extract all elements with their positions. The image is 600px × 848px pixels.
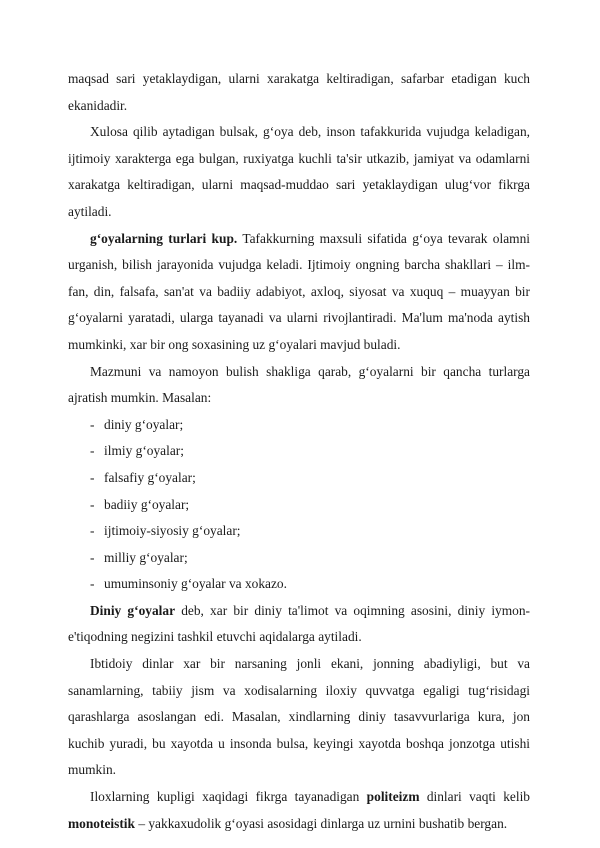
bold-heading-idea-types: g‘oyalarning turlari kup. <box>90 230 238 246</box>
text-segment: Iloxlarning kupligi xaqidagi fikrga tayanadigan <box>90 789 367 805</box>
list-item: - umuminsoniy g‘oyalar va xokazo. <box>90 576 287 592</box>
paragraph-conclusion: Xulosa qilib aytadigan bulsak, g‘oya deb, inson tafakkurida vujudga keladigan, ijtimoiy xarakterga ega bulgan, ruxiyatga kuchli ta'sir utkazib, jamiyat va odamlarni xarakatga keltiradigan, ularni maqsad-muddao sari yetaklaydigan ulug‘vor fikrga aytiladi. <box>68 124 530 219</box>
list-item: - ijtimoiy-siyosiy g‘oyalar; <box>90 523 241 539</box>
list-item-text: milliy g‘oyalar; <box>104 549 188 565</box>
bold-term-polytheism: politeizm <box>366 789 420 805</box>
list-item: - ilmiy g‘oyalar; <box>90 443 184 459</box>
paragraph-idea-types <box>68 226 530 359</box>
list-item-text: umuminsoniy g‘oyalar va xokazo. <box>104 576 287 592</box>
bold-term-religious-ideas: Diniy g‘oyalar <box>90 602 176 618</box>
document-page <box>68 66 530 837</box>
paragraph-continuation: maqsad sari yetaklaydigan, ularni xarakatga keltiradigan, safarbar etadigan kuch ekanidadir. <box>68 71 530 113</box>
list-item-text: badiiy g‘oyalar; <box>104 496 190 512</box>
paragraph-religious-ideas <box>68 598 530 651</box>
idea-types-list <box>68 412 530 598</box>
paragraph-primitive-religions: Ibtidoiy dinlar xar bir narsaning jonli ekani, jonning abadiyligi, but va sanamlarning, tabiiy jism va xodisalarning iloxiy quvvatga egaligi tug‘risidagi qarashlarga asoslangan edi. Masalan, xindlarning diniy tasavvurlariga kura, jon kuchib yuradi, bu xayotda u insonda bulsa, keyingi xayotda boshqa jonzotga utishi mumkin. <box>68 656 530 778</box>
text-segment: dinlari vaqti kelib <box>419 789 531 805</box>
list-item-text: ilmiy g‘oyalar; <box>104 443 184 459</box>
paragraph-classification: Mazmuni va namoyon bulish shakliga qarab, g‘oyalarni bir qancha turlarga ajratish mumkin. Masalan: <box>68 363 530 406</box>
paragraph-polytheism <box>68 784 530 837</box>
list-item-text: falsafiy g‘oyalar; <box>104 469 196 485</box>
paragraph-idea-types-text: Tafakkurning maxsuli sifatida g‘oya tevarak olamni urganish, bilish jarayonida vujudga keladi. Ijtimoiy ongning barcha shakllari – ilm-fan, din, falsafa, san'at va badiiy adabiyot, axloq, siyosat va xuquq – muayyan bir g‘oyalarni yaratadi, ularga tayanadi va ularni rivojlantiradi. Ma'lum ma'noda aytish mumkinki, xar bir ong soxasining uz g‘oyalari mavjud buladi. <box>68 230 530 352</box>
list-item: - falsafiy g‘oyalar; <box>90 469 196 485</box>
list-item: - diniy g‘oyalar; <box>90 416 184 432</box>
list-item: - milliy g‘oyalar; <box>90 549 188 565</box>
list-item: - badiiy g‘oyalar; <box>90 496 190 512</box>
list-item-text: ijtimoiy-siyosiy g‘oyalar; <box>104 523 241 539</box>
list-item-text: diniy g‘oyalar; <box>104 416 184 432</box>
text-segment: – yakkaxudolik g‘oyasi asosidagi dinlarga uz urnini bushatib bergan. <box>134 815 508 831</box>
paragraph-religious-ideas-text: deb, xar bir diniy ta'limot va oqimning asosini, diniy iymon-e'tiqodning negizini tashkil etuvchi aqidalarga aytiladi. <box>68 602 531 645</box>
bold-term-monotheistic: monoteistik <box>68 815 135 831</box>
